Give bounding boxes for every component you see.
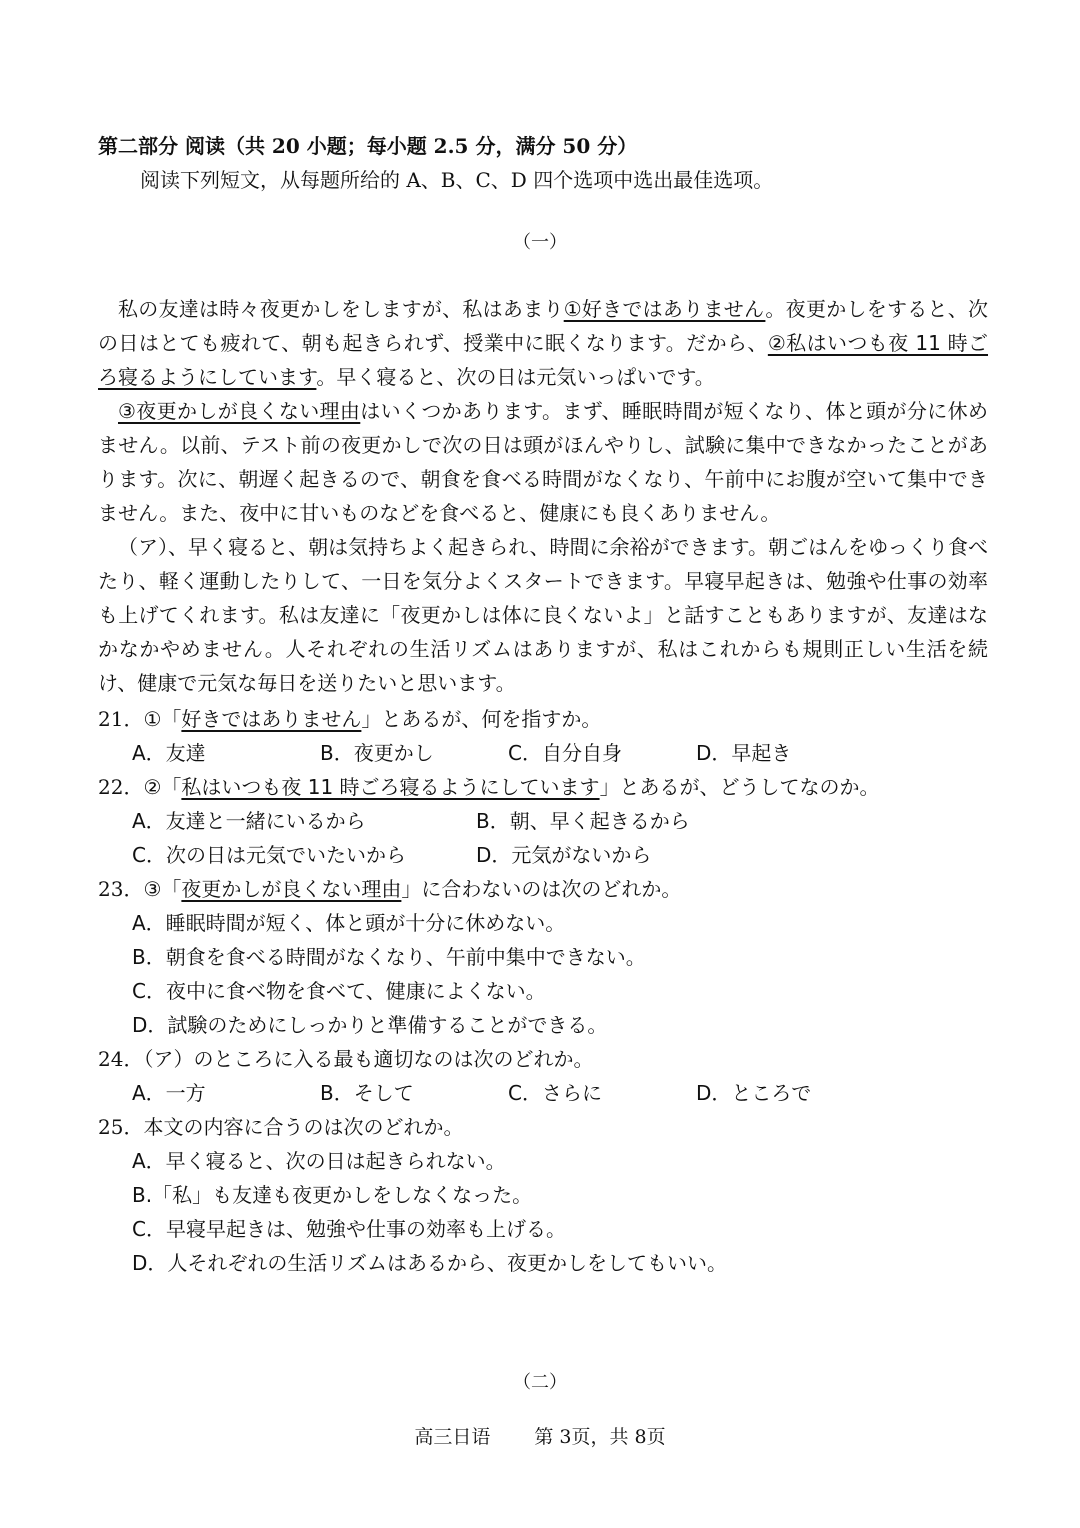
question-22-options-row-1	[98, 804, 988, 838]
passage-paragraph-3: （ア）、早く寝ると、朝は気持ちよく起きられ、時間に余裕ができます。朝ごはんをゆっくり食べたり、軽く運動したりして、一日を気分よくスタートできます。早寝早起きは、勉強や仕事の効率も上げてくれます。私は友達に「夜更かしは体に良くないよ」と話すこともありますが、友達はなかなかやめません。人それぞれの生活リズムはありますが、私はこれからも規則正しい生活を続け、健康で元気な毎日を送りたいと思います。	[98, 535, 988, 695]
question-21: 21．①「好きではありません」とあるが、何を指すか。	[98, 707, 602, 731]
question-list	[98, 702, 988, 1280]
question-22-options-row-2	[98, 838, 988, 872]
passage-label-two: （二）	[513, 1372, 567, 1393]
footer-subject: 高三日语	[414, 1426, 491, 1448]
question-24: 24．（ア）のところに入る最も適切なのは次のどれか。	[98, 1047, 594, 1071]
footer-page-number: 第 3页，共 8页	[534, 1426, 666, 1448]
passage-paragraph-2: ③夜更かしが良くない理由はいくつかあります。まず、睡眠時間が短くなり、体と頭が分に休めません。以前、テスト前の夜更かしで次の日は頭がほんやりし、試験に集中できなかったことがあります。次に、朝遅く起きるので、朝食を食べる時間がなくなり、午前中にお腹が空いて集中できません。また、夜中に甘いものなどを食べると、健康にも良くありません。	[98, 399, 988, 525]
underline-3: ③夜更かしが良くない理由	[118, 399, 361, 423]
option-a: A．友達と一緒にいるから	[132, 809, 366, 833]
option-d: D．元気がないから	[476, 843, 652, 867]
option-c: C．夜中に食べ物を食べて、健康によくない。	[132, 979, 546, 1003]
option-b: B.「私」も友達も夜更かしをしなくなった。	[132, 1183, 533, 1207]
question-21-options	[98, 736, 988, 770]
option-a: A．友達	[132, 741, 206, 765]
option-c: C．早寝早起きは、勉強や仕事の効率も上げる。	[132, 1217, 566, 1241]
question-23: 23．③「夜更かしが良くない理由」に合わないのは次のどれか。	[98, 877, 682, 901]
reading-passage	[98, 292, 988, 700]
underline-1: ①好きではありません	[563, 297, 766, 321]
option-b: B．夜更かし	[320, 741, 434, 765]
page-footer	[0, 1422, 1080, 1449]
section-heading: 第二部分 阅读（共 20 小题；每小题 2.5 分，满分 50 分）	[98, 134, 638, 158]
option-c: C．自分自身	[508, 741, 622, 765]
underline-2: ②私はいつも夜 11 時ごろ寝るようにしています	[98, 331, 989, 389]
option-d: D．ところで	[696, 1081, 812, 1105]
option-b: B．朝食を食べる時間がなくなり、午前中集中できない。	[132, 945, 646, 969]
option-a: A．早く寝ると、次の日は起きられない。	[132, 1149, 506, 1173]
option-b: B．朝、早く起きるから	[476, 809, 690, 833]
passage-paragraph-1: 私の友達は時々夜更かしをしますが、私はあまり①好きではありません。夜更かしをすると、次の日はとても疲れて、朝も起きられず、授業中に眠くなります。だから、②私はいつも夜 11 時ごろ寝るようにしています。早く寝ると、次の日は元気いっぱいです。	[98, 297, 989, 389]
question-25: 25．本文の内容に合うのは次のどれか。	[98, 1115, 464, 1139]
option-a: A．睡眠時間が短く、体と頭が十分に休めない。	[132, 911, 566, 935]
option-a: A．一方	[132, 1081, 206, 1105]
option-d: D．人それぞれの生活リズムはあるから、夜更かしをしてもいい。	[132, 1251, 727, 1275]
option-d: D．試験のためにしっかりと準備することができる。	[132, 1013, 608, 1037]
question-24-options	[98, 1076, 988, 1110]
question-22: 22．②「私はいつも夜 11 時ごろ寝るようにしています」とあるが、どうしてなのか。	[98, 775, 880, 799]
section-instruction: 阅读下列短文，从每题所给的 A、B、C、D 四个选项中选出最佳选项。	[140, 168, 774, 192]
passage-label-one: （一）	[513, 232, 567, 253]
option-c: C．次の日は元気でいたいから	[132, 843, 406, 867]
option-b: B．そして	[320, 1081, 414, 1105]
option-c: C．さらに	[508, 1081, 602, 1105]
option-d: D．早起き	[696, 741, 792, 765]
